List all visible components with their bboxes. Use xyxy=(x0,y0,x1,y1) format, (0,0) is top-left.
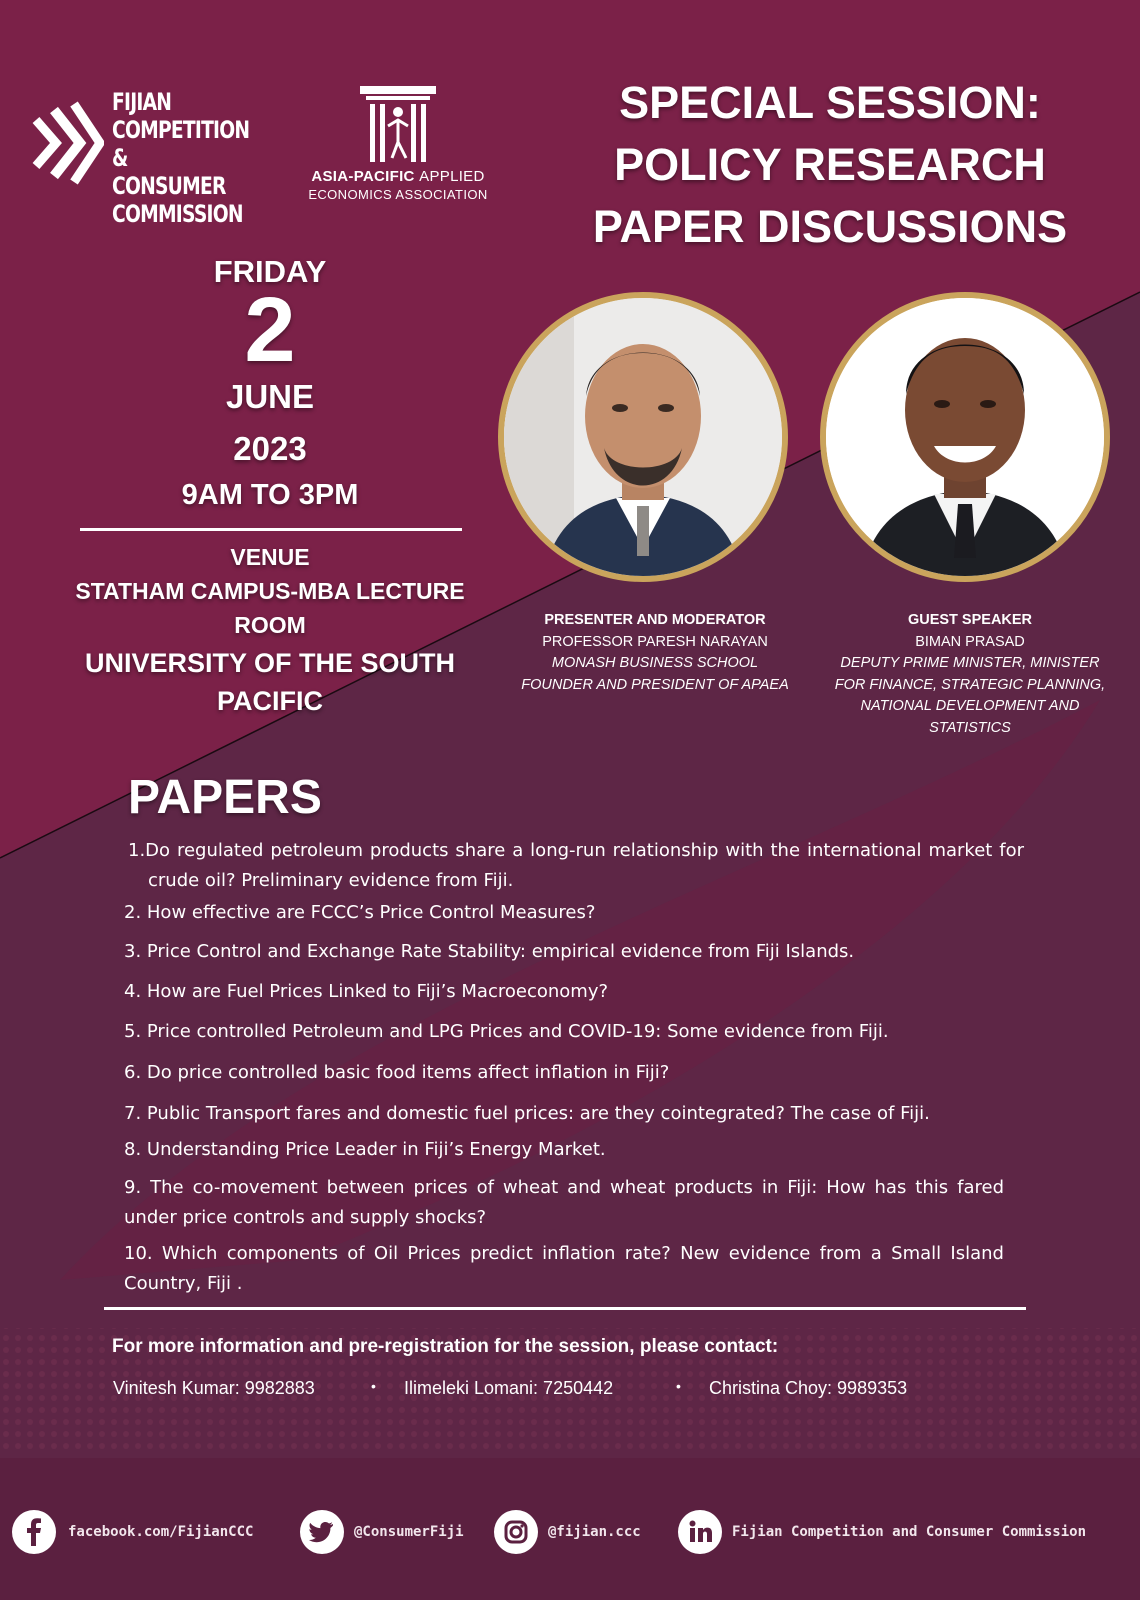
contact-person: Christina Choy: 9989353 xyxy=(709,1378,908,1398)
instagram-icon[interactable] xyxy=(494,1510,538,1554)
guest-title-line: NATIONAL DEVELOPMENT AND xyxy=(860,698,1080,714)
linkedin-link[interactable]: Fijian Competition and Consumer Commission xyxy=(732,1524,1087,1540)
fccc-logo-line: COMPETITION & xyxy=(112,116,250,172)
paper-item: 10. Which components of Oil Prices predict inflation rate? New evidence from a Small Island Country, Fiji . xyxy=(124,1243,1004,1294)
event-date-number: 2 xyxy=(244,279,296,381)
guest-caption xyxy=(815,610,1125,739)
papers-heading: PAPERS xyxy=(128,771,322,824)
paper-item: 6. Do price controlled basic food items affect inflation in Fiji? xyxy=(124,1062,670,1083)
venue-line: STATHAM CAMPUS-MBA LECTURE xyxy=(75,578,465,604)
paper-item: 1.Do regulated petroleum products share a long-run relationship with the international market for crude oil? Preliminary evidence from Fiji. xyxy=(128,840,1024,891)
event-year: 2023 xyxy=(233,430,307,467)
venue-line: UNIVERSITY OF THE SOUTH xyxy=(84,648,456,678)
contact-heading: For more information and pre-registration for the session, please contact: xyxy=(112,1336,779,1357)
paper-item: 5. Price controlled Petroleum and LPG Prices and COVID-19: Some evidence from Fiji. xyxy=(124,1021,889,1042)
headline-line: PAPER DISCUSSIONS xyxy=(592,201,1068,252)
contact-person: Vinitesh Kumar: 9982883 xyxy=(113,1378,315,1398)
venue-line: PACIFIC xyxy=(217,686,323,716)
linkedin-icon[interactable] xyxy=(678,1510,722,1554)
fccc-logo-line: CONSUMER xyxy=(112,172,226,200)
presenter-photo xyxy=(498,292,788,582)
pillar-emblem-icon xyxy=(356,82,440,166)
paper-item: 3. Price Control and Exchange Rate Stability: empirical evidence from Fiji Islands. xyxy=(124,941,855,962)
event-month: JUNE xyxy=(225,378,315,415)
presenter-affiliation: FOUNDER AND PRESIDENT OF APAEA xyxy=(521,676,789,693)
guest-title-line: STATISTICS xyxy=(929,719,1011,736)
chevron-arrows-icon xyxy=(30,100,104,186)
guest-role: GUEST SPEAKER xyxy=(907,612,1033,628)
paper-item: 2. How effective are FCCC’s Price Control Measures? xyxy=(124,902,596,923)
twitter-icon[interactable] xyxy=(300,1510,344,1554)
apaea-title-bold: ASIA-PACIFIC xyxy=(311,168,415,185)
paper-item: 9. The co-movement between prices of wheat and wheat products in Fiji: How has this fared under price controls and supply shocks? xyxy=(124,1177,1004,1228)
facebook-link[interactable]: facebook.com/FijianCCC xyxy=(68,1524,254,1540)
guest-name: BIMAN PRASAD xyxy=(915,633,1025,650)
presenter-caption xyxy=(500,610,810,696)
fccc-logo-text xyxy=(112,88,250,228)
apaea-title-light: APPLIED xyxy=(419,168,485,185)
presenter-affiliation: MONASH BUSINESS SCHOOL xyxy=(551,655,759,671)
divider xyxy=(104,1307,1026,1310)
event-time: 9AM TO 3PM xyxy=(181,479,359,511)
presenter-name: PROFESSOR PARESH NARAYAN xyxy=(542,633,768,650)
paper-item: 4. How are Fuel Prices Linked to Fiji’s Macroeconomy? xyxy=(124,981,609,1002)
headline-line: POLICY RESEARCH xyxy=(614,139,1046,190)
fccc-logo-line: COMMISSION xyxy=(112,200,243,228)
guest-title-line: FOR FINANCE, STRATEGIC PLANNING, xyxy=(834,676,1106,693)
paper-item: 7. Public Transport fares and domestic fuel prices: are they cointegrated? The case of Fiji. xyxy=(124,1103,930,1124)
facebook-icon[interactable] xyxy=(12,1510,56,1554)
headline-line: SPECIAL SESSION: xyxy=(619,77,1041,128)
session-headline xyxy=(560,72,1100,258)
twitter-link[interactable]: @ConsumerFiji xyxy=(354,1524,464,1540)
apaea-logo-subtitle: ECONOMICS ASSOCIATION xyxy=(308,187,488,202)
apaea-logo-title xyxy=(288,168,508,185)
separator-dot: • xyxy=(676,1378,681,1394)
guest-title-line: DEPUTY PRIME MINISTER, MINISTER xyxy=(840,655,1100,671)
venue-line: ROOM xyxy=(234,612,306,638)
venue-label: VENUE xyxy=(230,544,310,570)
event-day: FRIDAY xyxy=(213,254,327,289)
guest-speaker-photo xyxy=(820,292,1110,582)
divider xyxy=(80,528,462,531)
instagram-link[interactable]: @fijian.ccc xyxy=(548,1524,641,1540)
fccc-logo-line: FIJIAN xyxy=(112,88,172,116)
separator-dot: • xyxy=(371,1378,376,1394)
presenter-role: PRESENTER AND MODERATOR xyxy=(544,612,766,628)
contact-person: Ilimeleki Lomani: 7250442 xyxy=(404,1378,614,1398)
paper-item: 8. Understanding Price Leader in Fiji’s Energy Market. xyxy=(124,1139,606,1160)
